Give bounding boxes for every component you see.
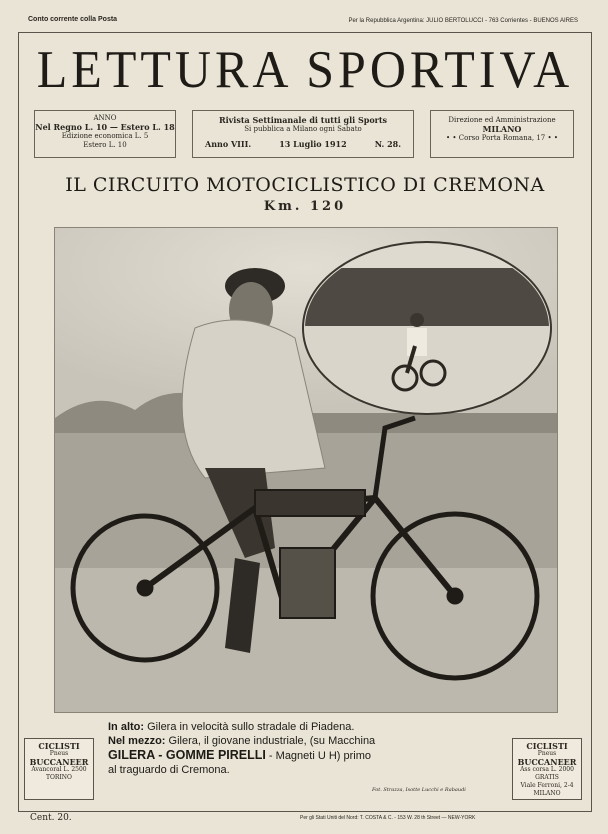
caption-line-2: Nel mezzo: Gilera, il giovane industriale, (su Macchina (108, 735, 376, 747)
advert-right-brand: BUCCANEER (517, 757, 577, 767)
advert-left-brand: BUCCANEER (29, 757, 89, 767)
issue-info-box (192, 110, 414, 158)
race-distance: Km. 120 (263, 199, 347, 214)
address-line-1: Direzione ed Amministrazione (448, 116, 556, 124)
address-city: MILANO (482, 124, 522, 134)
argentina-distributor: Per la Repubblica Argentina: JULIO BERTOLUCCI - 763 Corrientes - BUENOS AIRES (348, 18, 578, 24)
advert-right-line-1: Ass corsa L. 2000 (520, 766, 574, 773)
advert-right-line-2: GRATIS (535, 774, 559, 781)
issue-year: Anno VIII. (205, 139, 252, 149)
advert-left-line-1: Avancoral L. 2500 (31, 766, 87, 773)
photo-credit: Fot. Strazza, Isotte Lucchi e Rabaudi (372, 787, 466, 793)
photo-illustration (55, 228, 557, 712)
issue-date: 13 Luglio 1912 (279, 139, 347, 149)
magazine-tagline: Rivista Settimanale di tutti gli Sports (218, 115, 388, 125)
subscription-line-1: ANNO (93, 114, 117, 122)
advert-right (512, 738, 582, 800)
advert-right-head: CICLISTI (526, 741, 568, 751)
headline: IL CIRCUITO MOTOCICLISTICO DI CREMONA (65, 174, 545, 196)
advert-left-line-2: TORINO (46, 774, 72, 781)
publication-schedule: Si pubblica a Milano ogni Sabato (244, 125, 362, 133)
cover-photograph (54, 227, 558, 713)
address-street: • • Corso Porta Romana, 17 • • (446, 134, 558, 142)
masthead-title: LETTURA SPORTIVA (36, 39, 574, 99)
advert-right-line-4: MILANO (533, 790, 561, 797)
address-box (430, 110, 574, 158)
issue-row (193, 140, 413, 149)
caption-line-3: GILERA - GOMME PIRELLI - Magneti U H) primo (108, 748, 372, 762)
usa-distributor: Per gli Stati Uniti del Nord: T. COSTA & C. - 153 W. 28 th Street — NEW-YORK (300, 815, 476, 821)
subscription-line-3: Edizione economica L. 5 (61, 132, 149, 140)
subscription-line-4: Estero L. 10 (83, 141, 127, 149)
subscription-line-2: Nel Regno L. 10 — Estero L. 18 (35, 122, 175, 132)
caption-line-4: al traguardo di Cremona. (108, 764, 230, 776)
advert-left-sub: Pneus (49, 750, 69, 757)
postal-note: Conto corrente colla Posta (28, 16, 118, 23)
cover-price: Cent. 20. (30, 813, 72, 823)
advert-right-sub: Pneus (537, 750, 557, 757)
caption-line-1: In alto: Gilera in velocità sullo stradale di Piadena. (108, 721, 355, 733)
subscription-box (34, 110, 176, 158)
advert-left-head: CICLISTI (38, 741, 80, 751)
advert-right-line-3: Viale Ferroni, 2-4 (520, 782, 574, 789)
issue-number: N. 28. (374, 139, 401, 149)
advert-left (24, 738, 94, 800)
photo-caption (108, 720, 508, 777)
